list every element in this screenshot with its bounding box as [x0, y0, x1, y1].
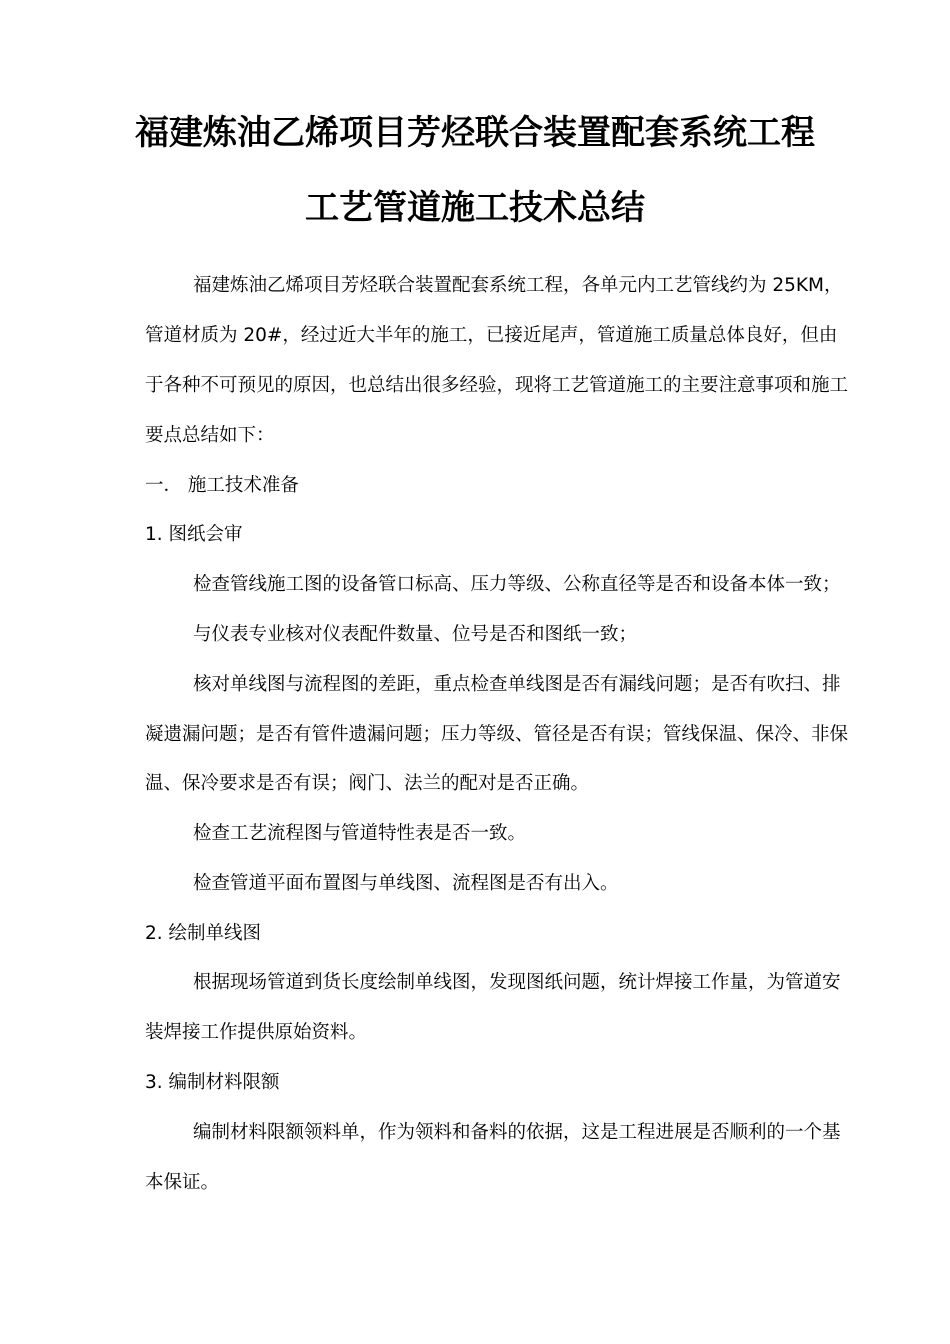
paragraph-line: 与仪表专业核对仪表配件数量、位号是否和图纸一致； — [193, 624, 638, 645]
paragraph-line: 管道材质为 20#，经过近大半年的施工，已接近尾声，管道施工质量总体良好，但由 — [145, 325, 838, 346]
document-title-line-2: 工艺管道施工技术总结 — [305, 188, 645, 228]
paragraph-line: 福建炼油乙烯项目芳烃联合装置配套系统工程，各单元内工艺管线约为 25KM， — [193, 275, 843, 296]
section-heading: 一． 施工技术准备 — [145, 475, 299, 496]
paragraph-line: 温、保冷要求是否有误；阀门、法兰的配对是否正确。 — [145, 773, 590, 794]
paragraph-line: 检查工艺流程图与管道特性表是否一致。 — [193, 823, 527, 844]
paragraph-line: 本保证。 — [145, 1172, 220, 1193]
paragraph-line: 根据现场管道到货长度绘制单线图，发现图纸问题，统计焊接工作量，为管道安 — [193, 972, 841, 993]
subsection-heading: 2. 绘制单线图 — [145, 923, 262, 944]
paragraph-line: 编制材料限额领料单，作为领料和备料的依据，这是工程进展是否顺利的一个基 — [193, 1122, 841, 1143]
paragraph-line: 核对单线图与流程图的差距，重点检查单线图是否有漏线问题；是否有吹扫、排 — [193, 674, 841, 695]
paragraph-line: 检查管道平面布置图与单线图、流程图是否有出入。 — [193, 873, 619, 894]
paragraph-line: 检查管线施工图的设备管口标高、压力等级、公称直径等是否和设备本体一致； — [193, 574, 841, 595]
subsection-heading: 3. 编制材料限额 — [145, 1072, 280, 1093]
paragraph-line: 于各种不可预见的原因，也总结出很多经验，现将工艺管道施工的主要注意事项和施工 — [145, 375, 849, 396]
subsection-heading: 1. 图纸会审 — [145, 524, 243, 545]
document-title-line-1: 福建炼油乙烯项目芳烃联合装置配套系统工程 — [135, 113, 815, 153]
paragraph-line: 凝遗漏问题；是否有管件遗漏问题；压力等级、管径是否有误；管线保温、保冷、非保 — [145, 724, 849, 745]
paragraph-line: 要点总结如下： — [145, 425, 275, 446]
paragraph-line: 装焊接工作提供原始资料。 — [145, 1022, 368, 1043]
